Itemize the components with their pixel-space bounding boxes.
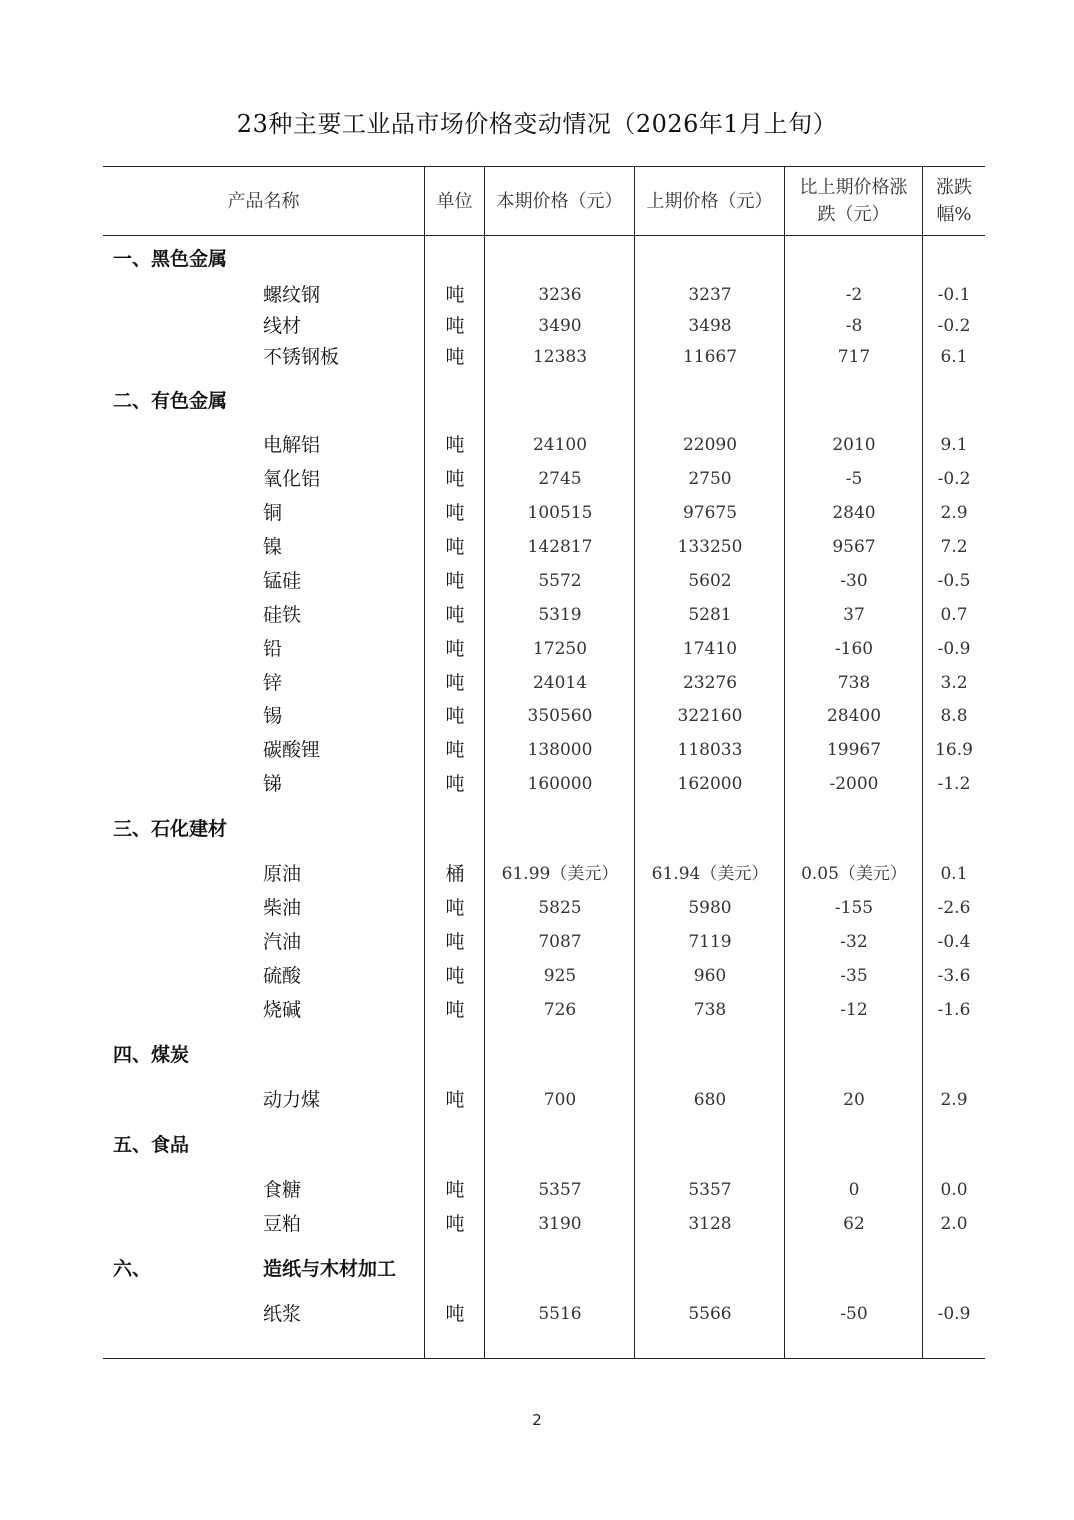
previous-price-cell: 133250 xyxy=(677,537,743,557)
header-current-price xyxy=(485,166,634,236)
product-name: 不锈钢板 xyxy=(263,346,340,368)
previous-price-cell: 5566 xyxy=(688,1304,732,1324)
current-price-cell: 17250 xyxy=(532,639,588,659)
table-row xyxy=(0,1085,1074,1115)
table-row xyxy=(0,995,1074,1025)
current-price-cell: 3236 xyxy=(538,285,582,305)
category-row xyxy=(0,244,1074,274)
unit-cell: 吨 xyxy=(445,434,465,456)
pct-cell: -0.5 xyxy=(937,571,971,591)
header-previous-price xyxy=(635,166,784,236)
pct-cell: -1.2 xyxy=(937,774,971,794)
current-price-cell: 24100 xyxy=(532,435,588,455)
category-label-extra: 造纸与木材加工 xyxy=(263,1258,397,1280)
pct-cell: -0.4 xyxy=(937,932,971,952)
change-cell: 62 xyxy=(843,1214,865,1234)
table-row xyxy=(0,735,1074,765)
current-price-cell: 5516 xyxy=(538,1304,582,1324)
category-row xyxy=(0,386,1074,416)
header-unit xyxy=(425,166,484,236)
current-price-cell: 2745 xyxy=(538,469,582,489)
previous-price-cell: 17410 xyxy=(682,639,738,659)
unit-cell: 吨 xyxy=(445,502,465,524)
category-label: 六、 xyxy=(113,1258,152,1280)
previous-price-cell: 3128 xyxy=(688,1214,732,1234)
current-price-cell: 61.99（美元） xyxy=(501,864,619,884)
table-row xyxy=(0,1299,1074,1329)
previous-price-cell: 23276 xyxy=(682,673,738,693)
table-row xyxy=(0,464,1074,494)
pct-cell: -1.6 xyxy=(937,1000,971,1020)
product-name: 电解铝 xyxy=(263,434,321,456)
table-row xyxy=(0,859,1074,889)
previous-price-cell: 7119 xyxy=(688,932,732,952)
current-price-cell: 726 xyxy=(543,1000,577,1020)
table-row xyxy=(0,532,1074,562)
unit-cell: 吨 xyxy=(445,1089,465,1111)
table-row xyxy=(0,961,1074,991)
product-name: 硅铁 xyxy=(263,604,302,626)
table-row xyxy=(0,769,1074,799)
table-row xyxy=(0,893,1074,923)
category-label: 二、有色金属 xyxy=(113,390,228,412)
change-cell: -35 xyxy=(840,966,868,986)
product-name: 纸浆 xyxy=(263,1303,302,1325)
header-pct xyxy=(923,166,985,236)
product-name: 锰硅 xyxy=(263,570,302,592)
previous-price-cell: 322160 xyxy=(677,706,743,726)
table-row xyxy=(0,566,1074,596)
unit-cell: 吨 xyxy=(445,468,465,490)
change-cell: 0.05（美元） xyxy=(801,864,907,884)
change-cell: -155 xyxy=(834,898,874,918)
current-price-cell: 350560 xyxy=(527,706,593,726)
unit-cell: 桶 xyxy=(445,863,465,885)
previous-price-cell: 118033 xyxy=(677,740,743,760)
change-cell: 0 xyxy=(848,1180,860,1200)
pct-cell: 0.1 xyxy=(940,864,968,884)
unit-cell: 吨 xyxy=(445,638,465,660)
previous-price-cell: 11667 xyxy=(682,347,738,367)
pct-cell: -0.2 xyxy=(937,469,971,489)
category-label: 一、黑色金属 xyxy=(113,248,228,270)
pct-cell: 2.9 xyxy=(940,503,968,523)
pct-cell: -3.6 xyxy=(937,966,971,986)
product-name: 铅 xyxy=(263,638,283,660)
previous-price-cell: 5281 xyxy=(688,605,732,625)
product-name: 锌 xyxy=(263,672,283,694)
unit-cell: 吨 xyxy=(445,897,465,919)
category-label: 四、煤炭 xyxy=(113,1044,190,1066)
header-pct-line1: 涨跌 xyxy=(936,177,972,198)
current-price-cell: 12383 xyxy=(532,347,588,367)
current-price-cell: 3190 xyxy=(538,1214,582,1234)
change-cell: -8 xyxy=(845,316,863,336)
header-pct-line2: 幅% xyxy=(936,204,972,225)
previous-price-cell: 5357 xyxy=(688,1180,732,1200)
pct-cell: 8.8 xyxy=(940,706,968,726)
current-price-cell: 5825 xyxy=(538,898,582,918)
unit-cell: 吨 xyxy=(445,1303,465,1325)
previous-price-cell: 3237 xyxy=(688,285,732,305)
change-cell: -50 xyxy=(840,1304,868,1324)
change-cell: 28400 xyxy=(826,706,882,726)
previous-price-cell: 2750 xyxy=(688,469,732,489)
previous-price-cell: 61.94（美元） xyxy=(651,864,769,884)
current-price-cell: 138000 xyxy=(527,740,593,760)
pct-cell: 6.1 xyxy=(940,347,968,367)
header-change xyxy=(785,166,922,236)
product-name: 柴油 xyxy=(263,897,302,919)
pct-cell: -0.9 xyxy=(937,639,971,659)
table-row xyxy=(0,280,1074,310)
previous-price-cell: 960 xyxy=(693,966,727,986)
product-name: 氧化铝 xyxy=(263,468,321,490)
product-name: 烧碱 xyxy=(263,999,302,1021)
previous-price-cell: 680 xyxy=(693,1090,727,1110)
header-previous-label: 上期价格（元） xyxy=(646,190,773,212)
pct-cell: 3.2 xyxy=(940,673,968,693)
pct-cell: 2.0 xyxy=(940,1214,968,1234)
header-current-label: 本期价格（元） xyxy=(496,190,623,212)
current-price-cell: 5319 xyxy=(538,605,582,625)
pct-cell: -0.1 xyxy=(937,285,971,305)
previous-price-cell: 3498 xyxy=(688,316,732,336)
unit-cell: 吨 xyxy=(445,1213,465,1235)
previous-price-cell: 162000 xyxy=(677,774,743,794)
change-cell: 2840 xyxy=(832,503,876,523)
table-row xyxy=(0,311,1074,341)
product-name: 螺纹钢 xyxy=(263,284,321,306)
pct-cell: 9.1 xyxy=(940,435,968,455)
pct-cell: -0.9 xyxy=(937,1304,971,1324)
table-row xyxy=(0,701,1074,731)
pct-cell: -2.6 xyxy=(937,898,971,918)
category-row xyxy=(0,1254,1074,1284)
page-number: 2 xyxy=(532,1411,542,1429)
current-price-cell: 7087 xyxy=(538,932,582,952)
product-name: 汽油 xyxy=(263,931,302,953)
current-price-cell: 100515 xyxy=(527,503,593,523)
previous-price-cell: 5980 xyxy=(688,898,732,918)
unit-cell: 吨 xyxy=(445,999,465,1021)
current-price-cell: 142817 xyxy=(527,537,593,557)
previous-price-cell: 5602 xyxy=(688,571,732,591)
table-row xyxy=(0,668,1074,698)
table-bottom-border xyxy=(103,1358,985,1359)
change-cell: -32 xyxy=(840,932,868,952)
change-cell: -5 xyxy=(845,469,863,489)
previous-price-cell: 97675 xyxy=(682,503,738,523)
unit-cell: 吨 xyxy=(445,773,465,795)
change-cell: 717 xyxy=(837,347,871,367)
unit-cell: 吨 xyxy=(445,604,465,626)
unit-cell: 吨 xyxy=(445,346,465,368)
header-name xyxy=(103,166,424,236)
table-row xyxy=(0,1209,1074,1239)
table-row xyxy=(0,600,1074,630)
pct-cell: 16.9 xyxy=(935,740,973,760)
page-title: 23种主要工业品市场价格变动情况（2026年1月上旬） xyxy=(236,110,838,138)
header-change-line1: 比上期价格涨 xyxy=(799,177,908,198)
change-cell: 738 xyxy=(837,673,871,693)
header-name-label: 产品名称 xyxy=(227,190,300,212)
current-price-cell: 160000 xyxy=(527,774,593,794)
category-label: 三、石化建材 xyxy=(113,818,228,840)
product-name: 豆粕 xyxy=(263,1213,302,1235)
unit-cell: 吨 xyxy=(445,965,465,987)
pct-cell: 7.2 xyxy=(940,537,968,557)
change-cell: -30 xyxy=(840,571,868,591)
category-row xyxy=(0,1040,1074,1070)
product-name: 铜 xyxy=(263,502,283,524)
unit-cell: 吨 xyxy=(445,739,465,761)
unit-cell: 吨 xyxy=(445,284,465,306)
unit-cell: 吨 xyxy=(445,536,465,558)
table-row xyxy=(0,342,1074,372)
header-unit-label: 单位 xyxy=(436,190,473,212)
pct-cell: -0.2 xyxy=(937,316,971,336)
pct-cell: 0.7 xyxy=(940,605,968,625)
table-row xyxy=(0,634,1074,664)
product-name: 锑 xyxy=(263,773,283,795)
current-price-cell: 3490 xyxy=(538,316,582,336)
table-row xyxy=(0,927,1074,957)
category-row xyxy=(0,1130,1074,1160)
category-label: 五、食品 xyxy=(113,1134,190,1156)
current-price-cell: 925 xyxy=(543,966,577,986)
current-price-cell: 700 xyxy=(543,1090,577,1110)
product-name: 锡 xyxy=(263,705,283,727)
change-cell: 37 xyxy=(843,605,865,625)
unit-cell: 吨 xyxy=(445,315,465,337)
product-name: 原油 xyxy=(263,863,302,885)
change-cell: 9567 xyxy=(832,537,876,557)
change-cell: -2000 xyxy=(829,774,879,794)
change-cell: 19967 xyxy=(826,740,882,760)
table-row xyxy=(0,430,1074,460)
table-row xyxy=(0,498,1074,528)
product-name: 动力煤 xyxy=(263,1089,321,1111)
category-row xyxy=(0,814,1074,844)
current-price-cell: 24014 xyxy=(532,673,588,693)
pct-cell: 2.9 xyxy=(940,1090,968,1110)
change-cell: -160 xyxy=(834,639,874,659)
change-cell: -12 xyxy=(840,1000,868,1020)
current-price-cell: 5357 xyxy=(538,1180,582,1200)
table-row xyxy=(0,1175,1074,1205)
unit-cell: 吨 xyxy=(445,570,465,592)
header-change-line2: 跌（元） xyxy=(817,204,890,225)
unit-cell: 吨 xyxy=(445,1179,465,1201)
change-cell: -2 xyxy=(845,285,863,305)
previous-price-cell: 738 xyxy=(693,1000,727,1020)
product-name: 碳酸锂 xyxy=(263,739,321,761)
unit-cell: 吨 xyxy=(445,672,465,694)
product-name: 食糖 xyxy=(263,1179,302,1201)
product-name: 线材 xyxy=(263,315,302,337)
change-cell: 20 xyxy=(843,1090,865,1110)
pct-cell: 0.0 xyxy=(940,1180,968,1200)
unit-cell: 吨 xyxy=(445,705,465,727)
current-price-cell: 5572 xyxy=(538,571,582,591)
previous-price-cell: 22090 xyxy=(682,435,738,455)
product-name: 硫酸 xyxy=(263,965,302,987)
product-name: 镍 xyxy=(263,536,283,558)
change-cell: 2010 xyxy=(832,435,876,455)
unit-cell: 吨 xyxy=(445,931,465,953)
